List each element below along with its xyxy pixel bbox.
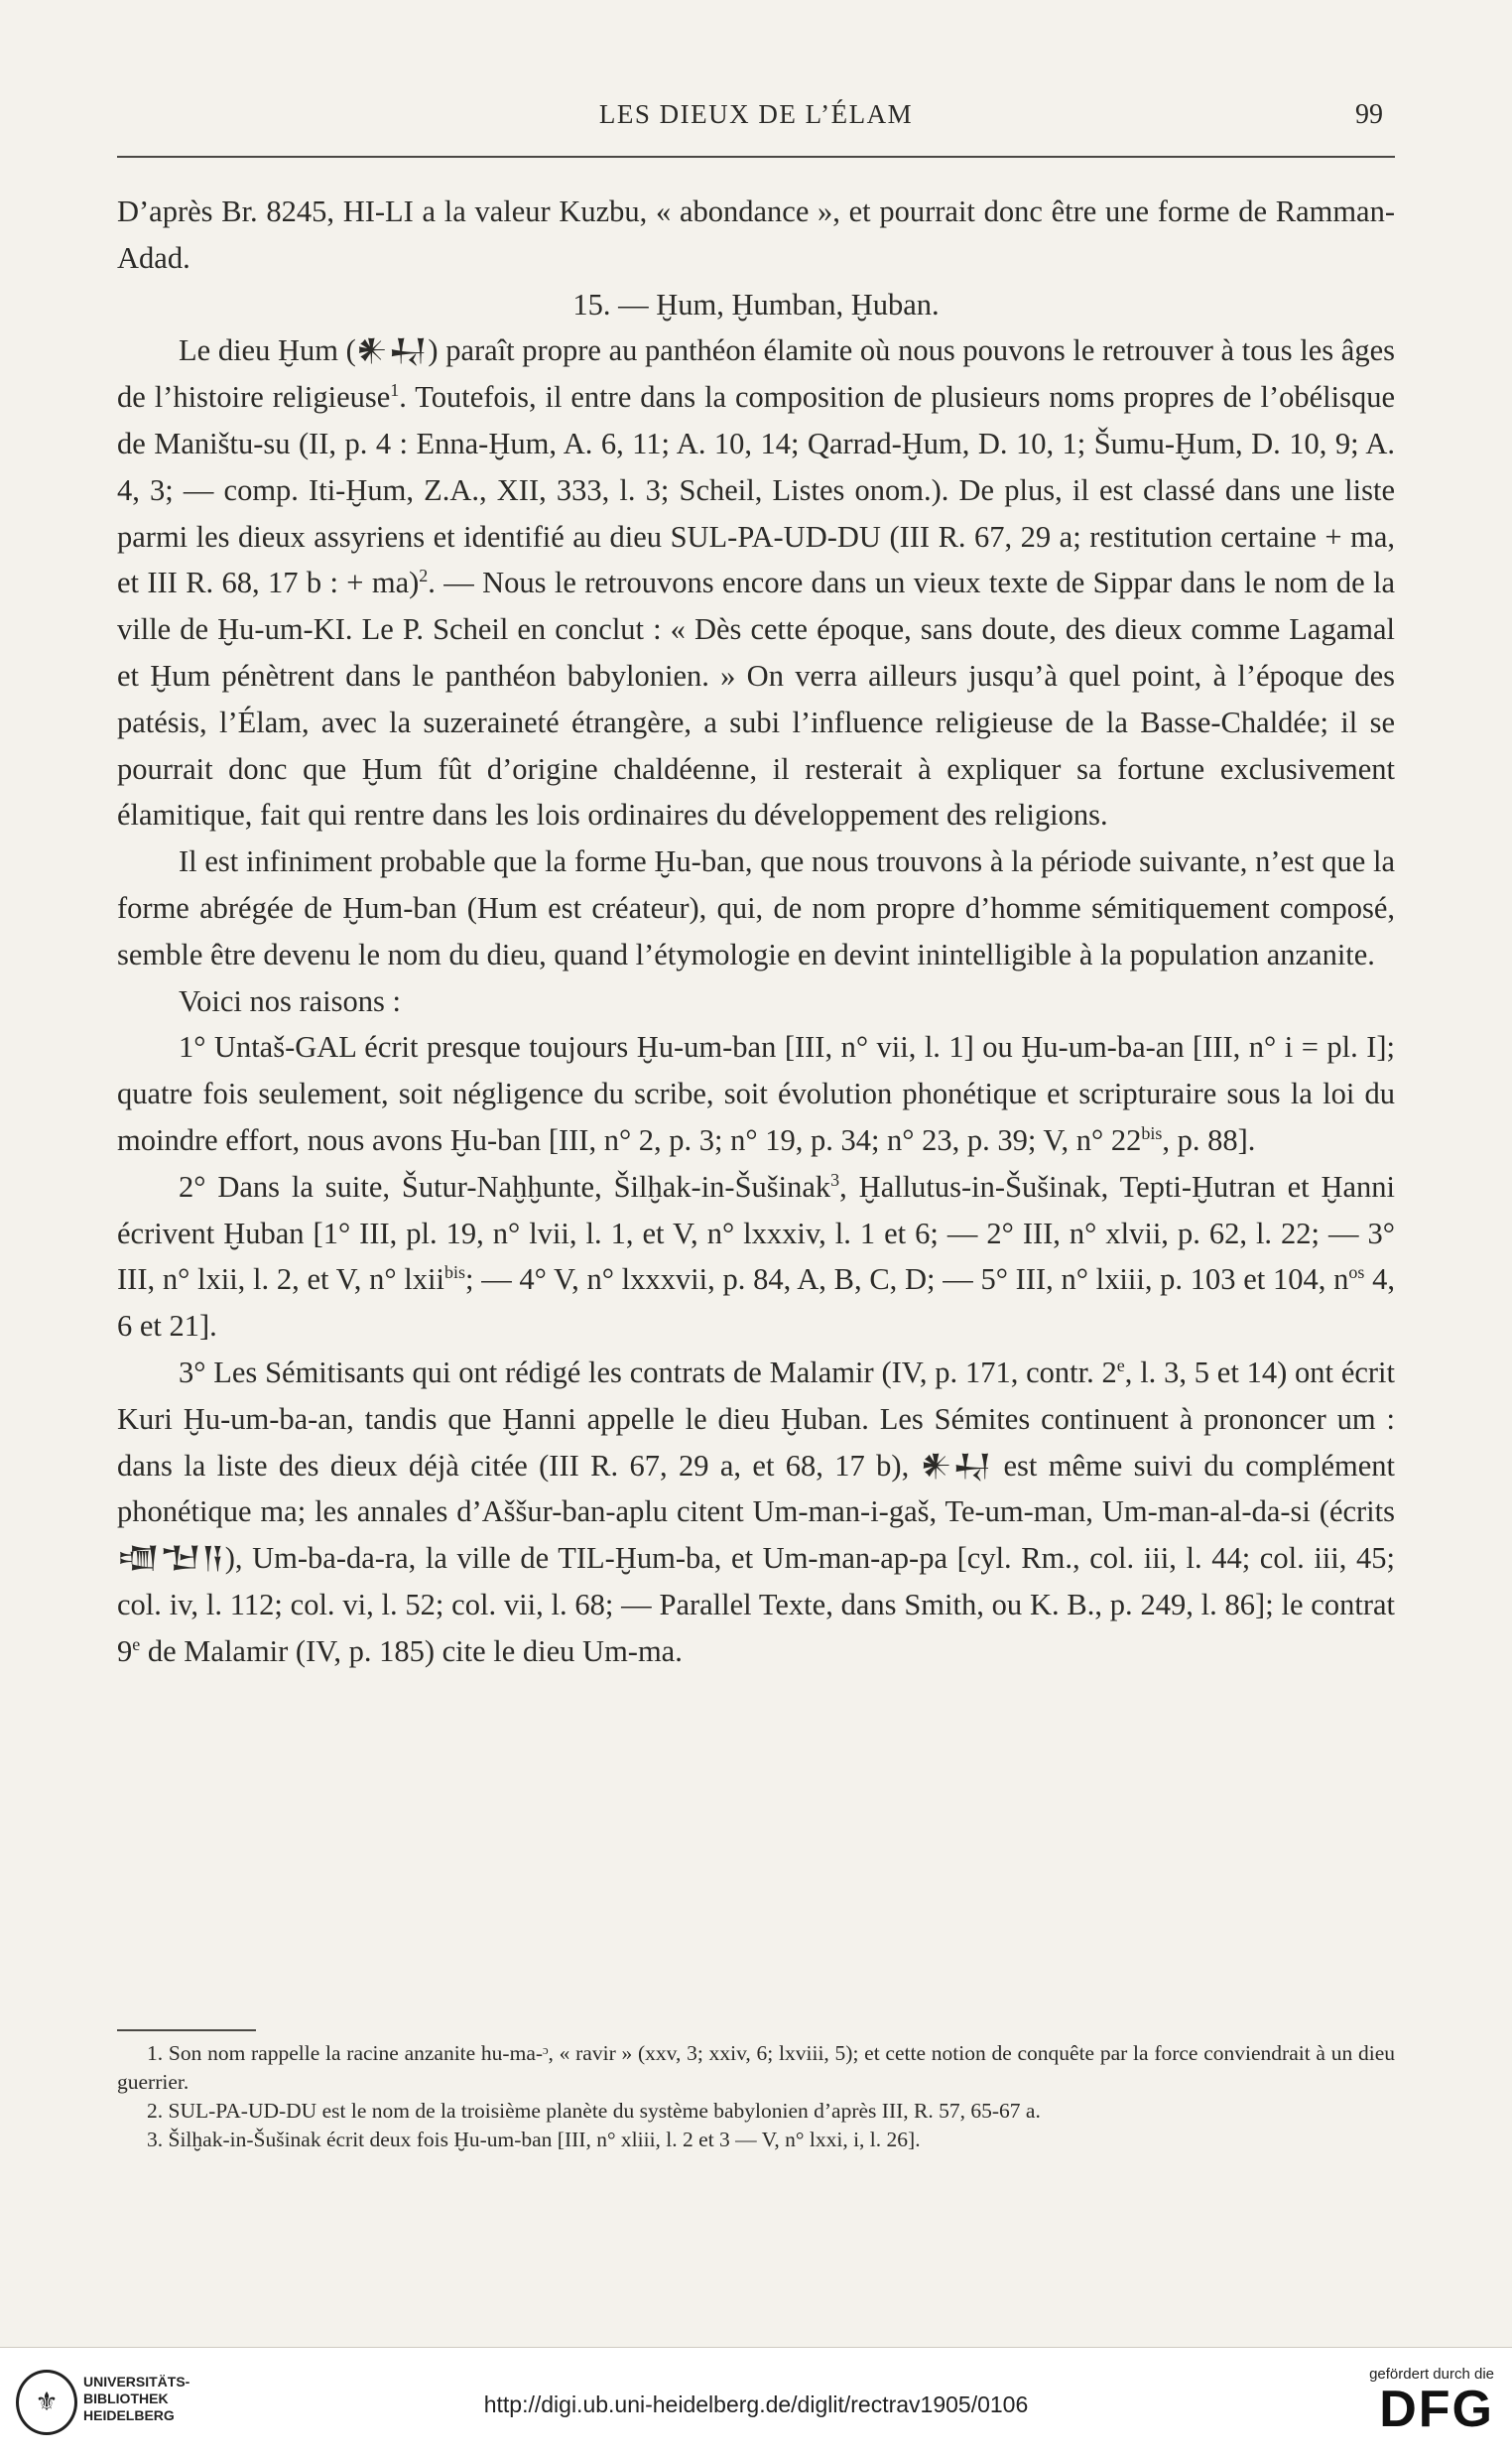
superscript: e — [132, 1633, 141, 1654]
paragraph — [117, 1024, 1395, 1163]
library-name-line: HEIDELBERG — [83, 2407, 175, 2423]
text-run: , p. 88]. — [1162, 1122, 1256, 1157]
cuneiform-sign: 𒀭𒄷 — [355, 333, 429, 368]
paragraph: Il est infiniment probable que la forme Ḫu-ban, que nous trouvons à la période suivante, n’est que la forme abrégée de Ḫum-ban (Hum est créateur), qui, de nom propre d’homme sémitiquement composé, semble être devenu le nom du dieu, quand l’étymologie en devint inintelligible à la population anzanite. — [117, 844, 1395, 971]
footnotes — [117, 2039, 1395, 2154]
section-heading: 15. — Ḫum, Ḫumban, Ḫuban. — [572, 287, 940, 322]
footnote-ref: 3 — [830, 1169, 840, 1190]
footnote-ref: 1 — [390, 380, 400, 401]
text-run: 1° Untaš-GAL écrit presque toujours Ḫu-um-ban [III, n° vii, l. 1] ou Ḫu-um-ba-an [III, n° i = pl. I]; quatre fois seulement, soit négligence du scribe, soit évolution phonétique et scripturaire sous la loi du moindre effort, nous avons Ḫu-ban [III, n° 2, p. 3; n° 19, p. 34; n° 23, p. 39; V, n° 22 — [117, 1030, 1395, 1157]
text-run: de Malamir (IV, p. 185) cite le dieu Um-ma. — [140, 1633, 683, 1668]
paragraph: Voici nos raisons : — [179, 983, 401, 1018]
digitization-footer — [0, 2347, 1512, 2455]
dfg-logo: DFG — [1379, 2381, 1494, 2438]
paragraph — [117, 327, 1395, 839]
text-run: . — Nous le retrouvons encore dans un vieux texte de Sippar dans le nom de la ville de Ḫu-um-KI. Le P. Scheil en conclut : « Dès cette époque, sans doute, des dieux comme Lagamal et Ḫum pénètrent dans le panthéon babylonien. » On verra ailleurs jusqu’à quel point, à l’époque des patésis, l’Élam, avec la suzeraineté étrangère, a subi l’influence religieuse de la Basse-Chaldée; il se pourrait donc que Ḫum fût d’origine chaldéenne, il resterait à expliquer sa fortune exclusivement élamitique, fait qui rentre dans les lois ordinaires du développement des religions. — [117, 566, 1395, 833]
cuneiform-sign: 𒀭𒄷 — [920, 1448, 993, 1483]
footnote: 2. SUL-PA-UD-DU est le nom de la troisième planète du système babylonien d’après III, R. 57, 65-67 a. — [147, 2099, 1041, 2123]
running-head — [117, 99, 1395, 139]
footnote: 3. Šilḫak-in-Šušinak écrit deux fois Ḫu-um-ban [III, n° xliii, l. 2 et 3 — V, n° lxxi, i, l. 26]. — [147, 2128, 921, 2151]
source-url-link[interactable]: http://digi.ub.uni-heidelberg.de/diglit/rectrav1905/0106 — [483, 2391, 1029, 2417]
text-run: 3° Les Sémitisants qui ont rédigé les contrats de Malamir (IV, p. 171, contr. 2 — [179, 1355, 1117, 1389]
page-number: 99 — [1355, 99, 1383, 130]
text-run: , l. 3, 5 et 14) ont écrit Kuri Ḫu-um-ba-an, tandis que Ḫanni appelle le dieu Ḫuban. Les Sémites continuent à prononcer um : dans la liste des dieux déjà citée (III R. 67, 29 a, et 68, 17 b), — [117, 1355, 1396, 1483]
header-rule — [117, 156, 1395, 158]
library-name-line: BIBLIOTHEK — [83, 2390, 169, 2406]
superscript: os — [1348, 1262, 1365, 1283]
footnote-ref: 2 — [419, 566, 429, 586]
university-seal-icon: ⚜ — [16, 2370, 77, 2435]
text-run: ) paraît propre au panthéon élamite où nous pouvons le retrouver à tous les âges de l’histoire religieuse — [117, 333, 1395, 415]
text-run: ; — 4° V, n° lxxxvii, p. 84, A, B, C, D; — 5° III, n° lxiii, p. 103 et 104, n — [464, 1262, 1349, 1297]
text-run: , Ḫallutus-in-Šušinak, Tepti-Ḫutran et Ḫanni écrivent Ḫuban [1° III, pl. 19, n° lvii, l. 1, et V, n° lxxxiv, l. 1 et 6; — 2° III, n° xlvii, p. 62, l. 22; — 3° III, n° lxii, l. 2, et V, n° lxii — [117, 1169, 1395, 1297]
funder-note: gefördert durch die — [1369, 2366, 1494, 2383]
library-name-line: UNIVERSITÄTS- — [83, 2374, 190, 2390]
text-run: 2° Dans la suite, Šutur-Naḫḫunte, Šilḫak-in-Šušinak — [179, 1169, 831, 1204]
text-run: 4, 6 et 21]. — [117, 1262, 1395, 1344]
footnote: 1. Son nom rappelle la racine anzanite hu-ma-ᵓ, « ravir » (xxv, 3; xxiv, 6; lxviii, 5); et cette notion de conquête par la force conviendrait à un dieu guerrier. — [117, 2041, 1395, 2094]
text-run: . Toutefois, il entre dans la composition de plusieurs noms propres de l’obélisque de Maništu-su (II, p. 4 : Enna-Ḫum, A. 6, 11; A. 10, 14; Qarrad-Ḫum, D. 10, 1; Šumu-Ḫum, D. 10, 9; A. 4, 3; — comp. Iti-Ḫum, Z.A., XII, 333, l. 3; Scheil, Listes onom.). De plus, il est classé dans une liste parmi les dieux assyriens et identifié au dieu SUL-PA-UD-DU (III R. 67, 29 a; restitution certaine + ma, et III R. 68, 17 b : + ma) — [117, 380, 1395, 600]
superscript: bis — [1141, 1122, 1163, 1143]
footnote-rule — [117, 2029, 256, 2031]
paragraph — [117, 1350, 1395, 1675]
paragraph: D’après Br. 8245, HI-LI a la valeur Kuzbu, « abondance », et pourrait donc être une forme de Ramman-Adad. — [117, 194, 1395, 275]
body-text — [117, 189, 1395, 1675]
paragraph — [117, 1164, 1395, 1350]
text-run: ), Um-ba-da-ra, la ville de TIL-Ḫum-ba, et Um-man-ap-pa [cyl. Rm., col. iii, l. 44; col. iii, 45; col. iv, l. 112; col. vi, l. 52; col. vii, l. 68; — Parallel Texte, dans Smith, ou K. B., p. 249, l. 86]; le contrat 9 — [117, 1541, 1395, 1668]
cuneiform-sign: 𒌝𒈠𒀀 — [117, 1541, 225, 1576]
text-run: est même suivi du complément phonétique ma; les annales d’Aššur-ban-aplu citent Um-man-i-gaš, Te-um-man, Um-man-al-da-si (écrits — [117, 1448, 1395, 1529]
superscript: e — [1116, 1355, 1125, 1375]
funder-block — [1369, 2366, 1494, 2436]
running-title: LES DIEUX DE L’ÉLAM — [598, 99, 914, 129]
superscript: bis — [443, 1262, 465, 1283]
text-run: Le dieu Ḫum ( — [179, 333, 356, 368]
